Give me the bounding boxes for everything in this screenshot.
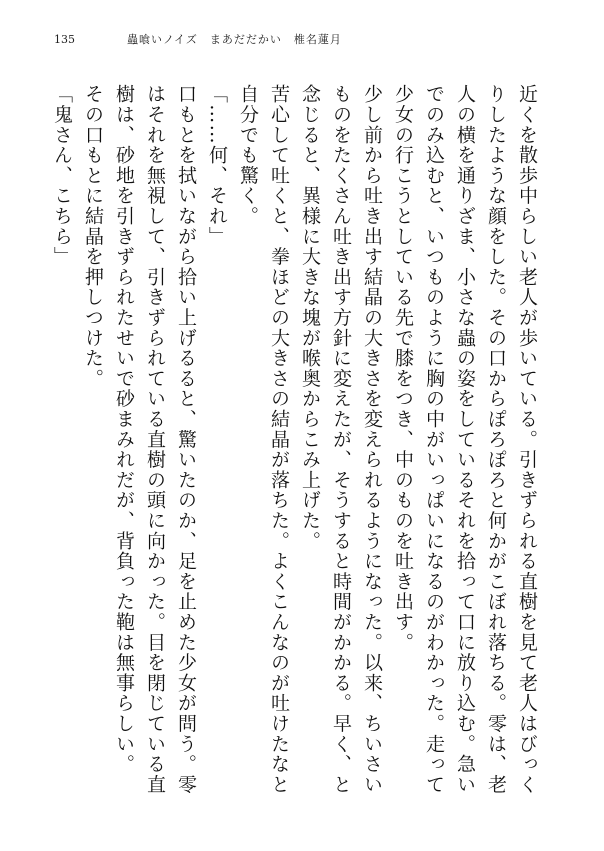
paragraph: 口もとを拭いながら拾い上げるると、驚いたのか、足を止めた少女が問う。零はそれを無視して、引きずられている直樹の頭に向かった。目を閉じている直樹は、砂地を引きずられたせいで砂まみれだが、背負った鞄は無事らしい。 (113, 84, 197, 795)
page-number: 135 (54, 33, 75, 46)
paragraph: その口もとに結晶を押しつけた。 (82, 84, 104, 389)
page-header (40, 32, 564, 48)
dialogue-line: 「鬼さん、こちら」 (51, 84, 73, 267)
dialogue-line: 「……何、それ」 (206, 84, 228, 247)
paragraph: 近くを散歩中らしい老人が歩いている。引きずられる直樹を見て老人はびっくりしたような顔をした。その口からぽろぽろと何かがこぼれ落ちる。零は、老人の横を通りざま、小さな蟲の姿をしているそれを拾って口に放り込む。急いでのみ込むと、いつものように胸の中がいっぱいになるのがわかった。走って少女の行こうとしている先で膝をつき、中のものを吐き出す。 (392, 84, 538, 795)
paragraph: 少し前から吐き出す結晶の大きさを変えられるようになった。以来、ちいさいものをたくさん吐き出す方針に変えたが、そうすると時間がかかる。早く、と念じると、異様に大きな塊が喉奥からこみ上げた。 (299, 84, 383, 795)
running-head: 蟲喰いノイズ まあだだかい 椎名蓮月 (127, 33, 342, 46)
paragraph: 苦心して吐くと、拳ほどの大きさの結晶が落ちた。よくこんなのが吐けたなと自分でも驚く。 (237, 84, 290, 795)
vertical-body-text (46, 84, 542, 804)
